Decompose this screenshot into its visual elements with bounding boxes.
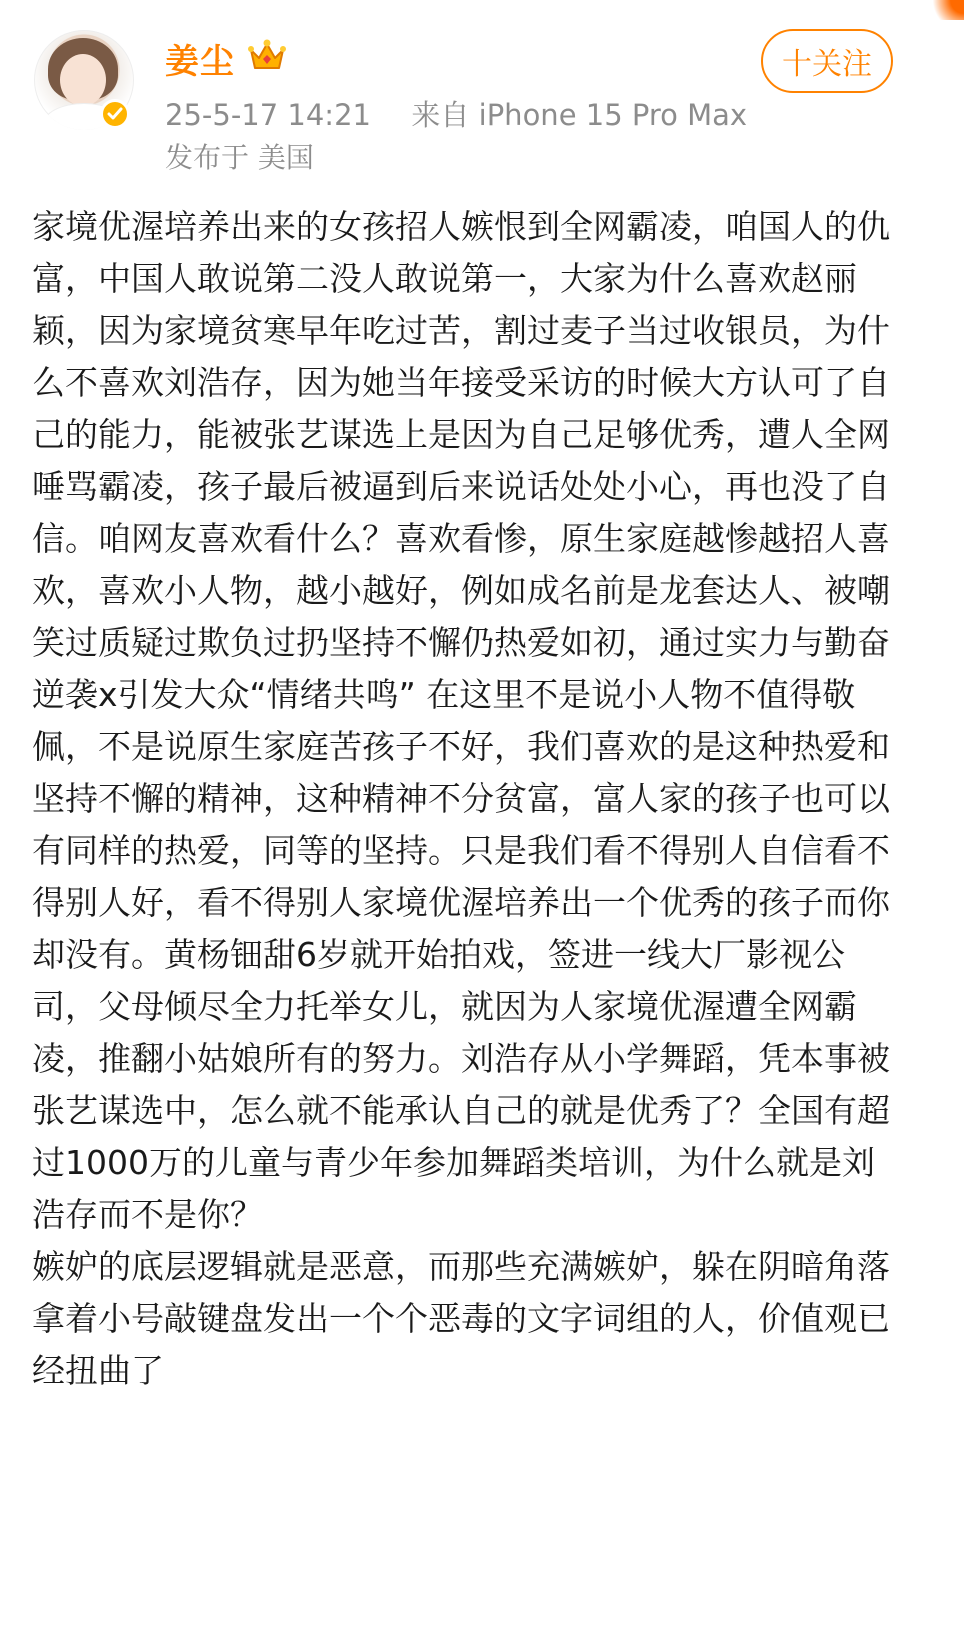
post-timestamp: 25-5-17 14:21 xyxy=(165,98,371,132)
avatar-face xyxy=(60,54,106,106)
author-name[interactable]: 姜尘 xyxy=(165,42,235,82)
post-location: 发布于 美国 xyxy=(165,141,314,174)
bottom-fade xyxy=(0,1580,964,1633)
post-source: 来自 iPhone 15 Pro Max xyxy=(411,98,748,132)
verified-badge-icon xyxy=(100,99,130,129)
post-paragraph-1: 家境优渥培养出来的女孩招人嫉恨到全网霸凌，咱国人的仇富，中国人敢说第二没人敢说第一，大家为什么喜欢赵丽颖，因为家境贫寒早年吃过苦，割过麦子当过收银员，为什么不喜欢刘浩存，因为她当年接受采访的时候大方认可了自己的能力，能被张艺谋选上是因为自己足够优秀，遭人全网唾骂霸凌，孩子最后被逼到后来说话处处小心，再也没了自信。咱网友喜欢看什么？喜欢看惨，原生家庭越惨越招人喜欢，喜欢小人物，越小越好，例如成名前是龙套达人、被嘲笑过质疑过欺负过扔坚持不懈仍热爱如初，通过实力与勤奋逆袭x引发大众“情绪共鸣” 在这里不是说小人物不值得敬佩，不是说原生家庭苦孩子不好，我们喜欢的是这种热爱和坚持不懈的精神，这种精神不分贫富，富人家的孩子也可以有同样的热爱，同等的坚持。只是我们看不得别人自信看不得别人好，看不得别人家境优渥培养出一个优秀的孩子而你却没有。黄杨钿甜6岁就开始拍戏，签进一线大厂影视公司，父母倾尽全力托举女儿，就因为人家境优渥遭全网霸凌，推翻小姑娘所有的努力。刘浩存从小学舞蹈，凭本事被张艺谋选中，怎么就不能承认自己的就是优秀了？全国有超过1000万的儿童与青少年参加舞蹈类培训，为什么就是刘浩存而不是你？ xyxy=(32,207,890,1234)
crown-icon xyxy=(248,38,286,72)
follow-button[interactable]: 十关注 xyxy=(761,29,893,93)
post-paragraph-2: 嫉妒的底层逻辑就是恶意，而那些充满嫉妒，躲在阴暗角落拿着小号敲键盘发出一个个恶毒的文字词组的人，价值观已经扭曲了 xyxy=(32,1247,890,1390)
post-body xyxy=(32,201,892,1397)
post-meta xyxy=(165,93,747,134)
corner-accent xyxy=(924,0,964,20)
